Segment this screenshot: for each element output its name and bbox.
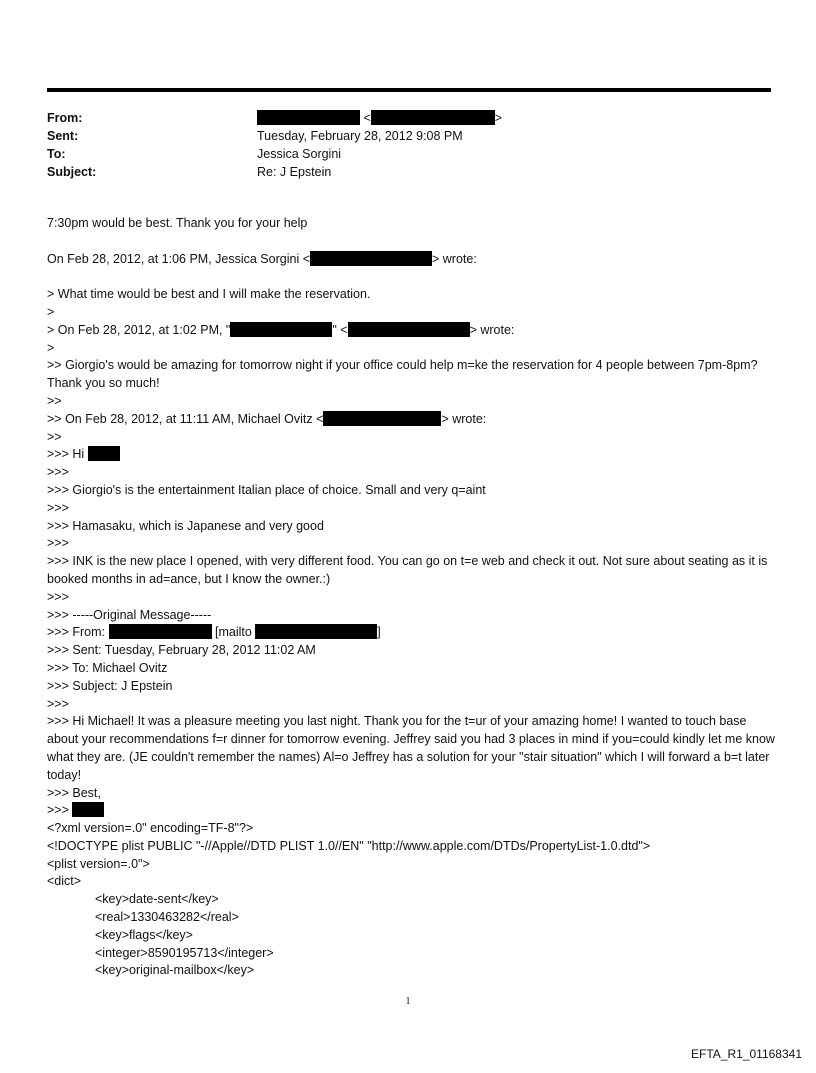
redaction-box bbox=[371, 110, 495, 125]
body-line: >>> bbox=[47, 589, 69, 604]
body-line: >> On Feb 28, 2012, at 11:11 AM, Michael Ovitz < > wrote: bbox=[47, 411, 487, 426]
body-line: >>> From: [mailto ] bbox=[47, 625, 381, 640]
from-value: < > bbox=[257, 109, 502, 127]
to-label: To: bbox=[47, 147, 66, 161]
body-line: >>> Subject: J Epstein bbox=[47, 678, 173, 693]
body-line: <key>date-sent</key> bbox=[95, 892, 219, 907]
redaction-box bbox=[88, 446, 120, 461]
body-line: >> bbox=[47, 393, 62, 408]
body-line: <real>1330463282</real> bbox=[95, 910, 239, 925]
to-value: Jessica Sorgini bbox=[257, 147, 342, 161]
redaction-box bbox=[109, 624, 212, 639]
body-line: >> bbox=[47, 429, 62, 444]
body-line: <key>original-mailbox</key> bbox=[95, 963, 255, 978]
body-line: > bbox=[47, 340, 55, 355]
body-line: >>> Best, bbox=[47, 785, 101, 800]
subject-label: Subject: bbox=[47, 165, 97, 179]
redaction-box bbox=[323, 411, 441, 426]
body-line: >> Giorgio's would be amazing for tomorrow night if your office could help m=ke the reservation for 4 people between 7pm-8pm? Thank you so much! bbox=[47, 358, 758, 391]
from-label: From: bbox=[47, 111, 83, 125]
body-line: >>> INK is the new place I opened, with very different food. You can go on t=e web and check it out. Not sure about seating as it is booked months in ad=ance, but I know the owner.:) bbox=[47, 554, 768, 586]
page-number: 1 bbox=[405, 996, 411, 1007]
body-line: >>> Hi Michael! It was a pleasure meeting you last night. Thank you for the t=ur of your amazing home! I wanted to touch base about your recommendations f=r dinner for tomorrow evening. Jeffrey said you had 3 places in mind if you=could kindly let me know what they are. (JE couldn't remember the names) Al=o Jeffrey has a solution for your "stair situation" which I will forward a b=t later today! bbox=[47, 714, 775, 782]
sent-value: Tuesday, February 28, 2012 9:08 PM bbox=[257, 129, 463, 143]
body-line: >>> -----Original Message----- bbox=[47, 607, 212, 622]
document-id: EFTA_R1_01168341 bbox=[691, 1047, 802, 1061]
body-line: >>> Sent: Tuesday, February 28, 2012 11:02 AM bbox=[47, 643, 316, 658]
redaction-box bbox=[348, 322, 470, 337]
body-line: >>> To: Michael Ovitz bbox=[47, 660, 168, 675]
body-line: <plist version=.0"> bbox=[47, 856, 150, 871]
body-line: <dict> bbox=[47, 874, 82, 889]
body-line: >>> Hamasaku, which is Japanese and very good bbox=[47, 518, 324, 533]
body-line: <integer>8590195713</integer> bbox=[95, 945, 274, 960]
body-line: > bbox=[47, 304, 55, 319]
body-line: >>> bbox=[47, 802, 777, 820]
redaction-box bbox=[310, 251, 432, 266]
body-line: <key>flags</key> bbox=[95, 927, 193, 942]
redaction-box bbox=[257, 110, 360, 125]
subject-value: Re: J Epstein bbox=[257, 165, 332, 179]
body-line: >>> Giorgio's is the entertainment Italian place of choice. Small and very q=aint bbox=[47, 482, 486, 497]
body-line: > On Feb 28, 2012, at 1:02 PM, " " < > wrote: bbox=[47, 322, 515, 337]
body-line: >>> Hi bbox=[47, 446, 777, 464]
body-line: On Feb 28, 2012, at 1:06 PM, Jessica Sorgini < > wrote: bbox=[47, 251, 477, 266]
sent-label: Sent: bbox=[47, 129, 79, 143]
body-line: >>> bbox=[47, 696, 69, 711]
email-body bbox=[47, 215, 777, 980]
body-line: 7:30pm would be best. Thank you for your help bbox=[47, 216, 308, 230]
body-line: > What time would be best and I will make the reservation. bbox=[47, 287, 371, 302]
body-line: <?xml version=.0" encoding=TF-8"?> bbox=[47, 821, 254, 836]
header-divider bbox=[47, 88, 771, 92]
redaction-box bbox=[230, 322, 332, 337]
redaction-box bbox=[72, 802, 104, 817]
body-line: >>> bbox=[47, 536, 69, 551]
body-line: >>> bbox=[47, 465, 69, 480]
redaction-box bbox=[255, 624, 377, 639]
body-line: <!DOCTYPE plist PUBLIC "-//Apple//DTD PLIST 1.0//EN" "http://www.apple.com/DTDs/PropertyList-1.0.dtd"> bbox=[47, 838, 651, 853]
body-line: >>> bbox=[47, 500, 69, 515]
